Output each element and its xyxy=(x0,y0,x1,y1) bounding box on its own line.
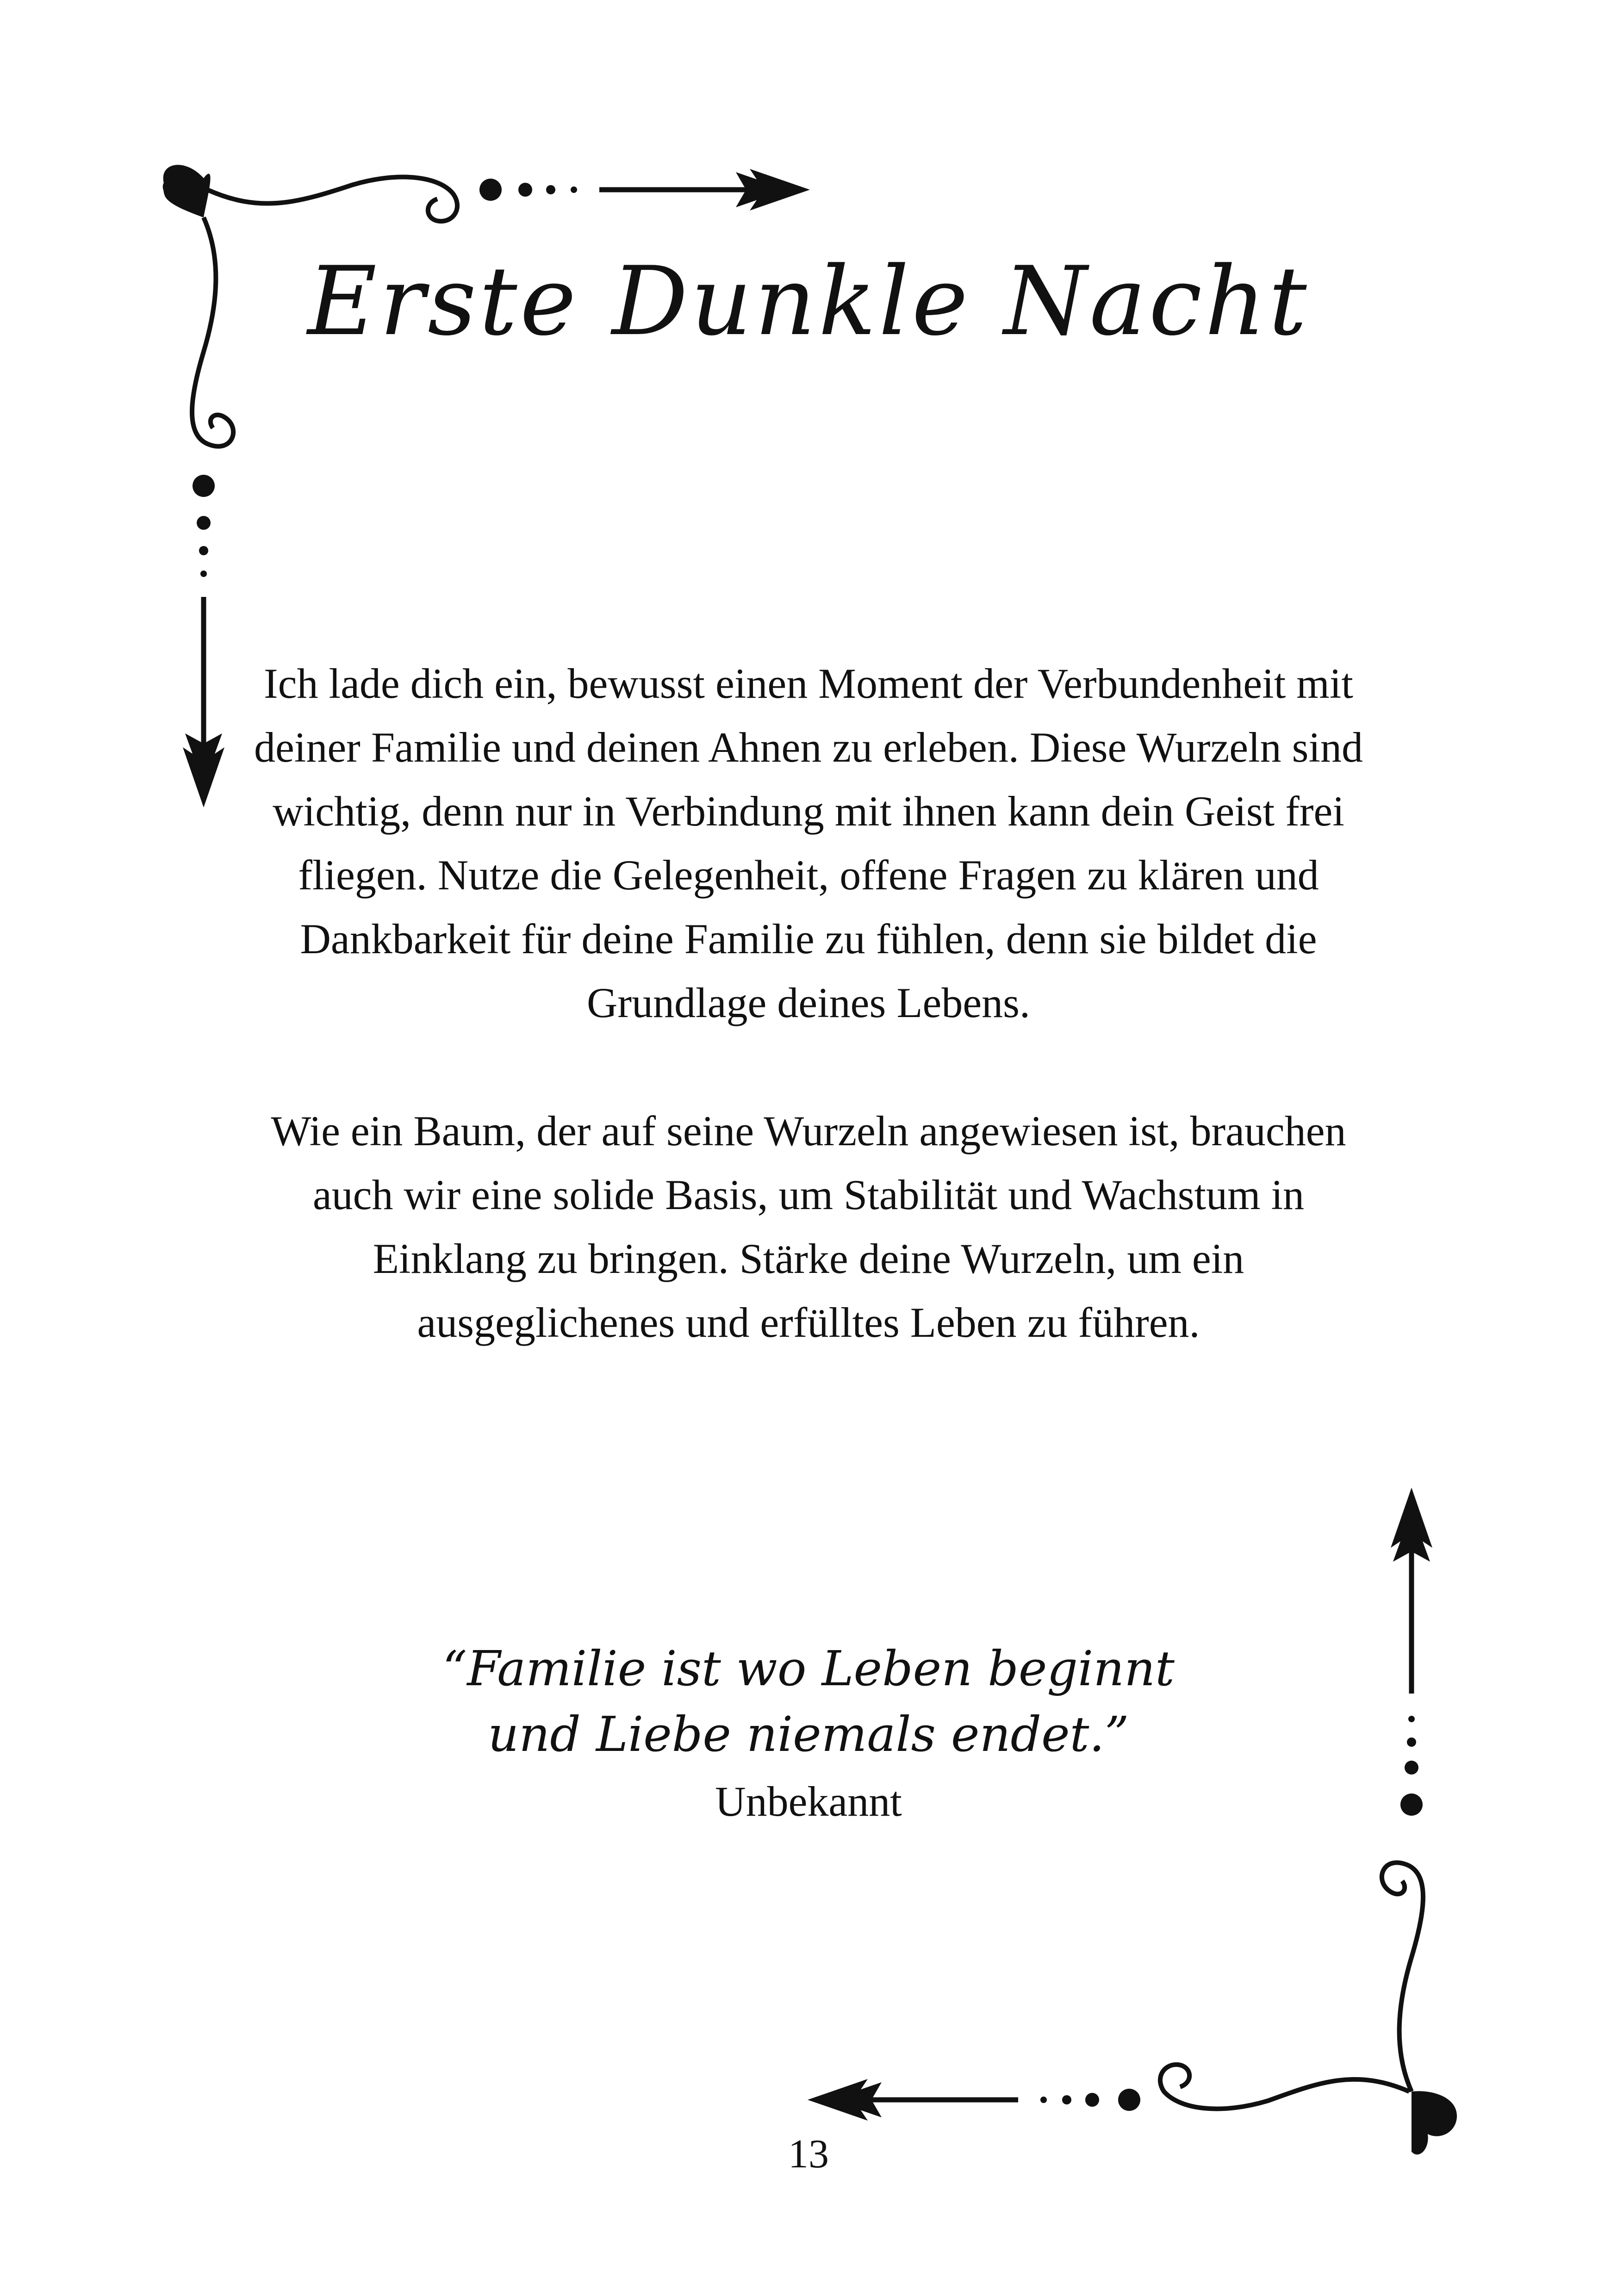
body-paragraph-2: Wie ein Baum, der auf seine Wurzeln angewiesen ist, brauchen auch wir eine solide Basis, um Stabilität und Wachstum in Einklang zu bringen. Stärke deine Wurzeln, um ein ausgeglichenes und erfülltes Leben zu führen. xyxy=(271,1107,1346,1346)
quote-author: Unbekannt xyxy=(715,1778,902,1825)
page-title: Erste Dunkle Nacht xyxy=(307,247,1310,357)
quote xyxy=(0,1636,1617,1767)
page-number: 13 xyxy=(788,2132,829,2177)
quote-line-1: “Familie ist wo Leben beginnt xyxy=(442,1640,1175,1697)
quote-line-2: und Liebe niemals endet.” xyxy=(488,1706,1129,1762)
body-paragraph-1: Ich lade dich ein, bewusst einen Moment der Verbundenheit mit deiner Familie und deinen Ahnen zu erleben. Diese Wurzeln sind wichtig, denn nur in Verbindung mit ihnen kann dein Geist frei fliegen. Nutze die Gelegenheit, offene Fragen zu klären und Dankbarkeit für deine Familie zu fühlen, denn sie bildet die Grundlage deines Lebens. xyxy=(254,660,1363,1026)
